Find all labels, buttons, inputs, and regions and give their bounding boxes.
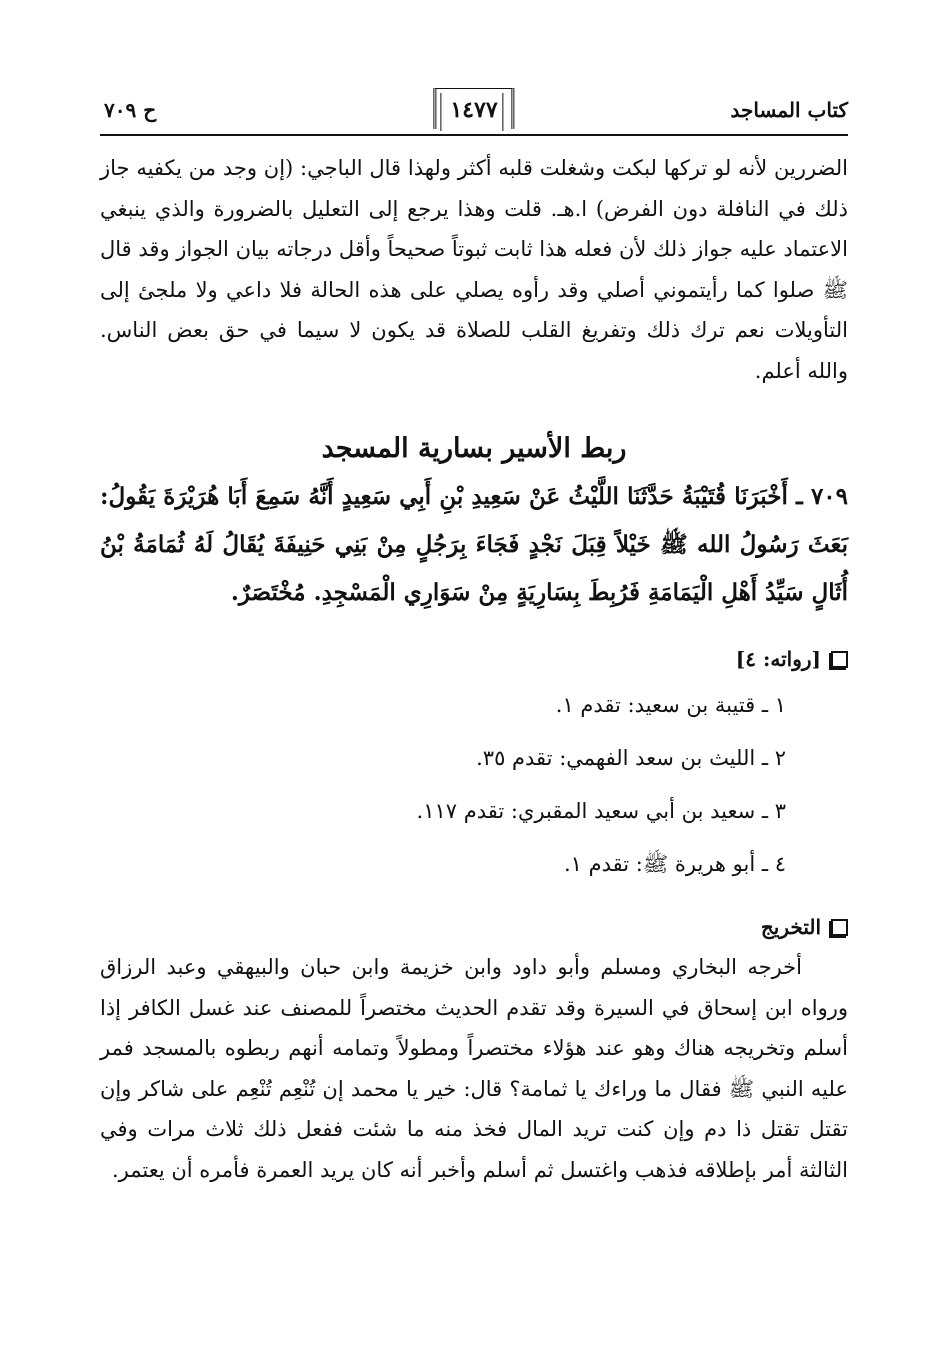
- hadith-reference: ح ٧٠٩: [104, 98, 157, 122]
- section-title: ربط الأسير بسارية المسجد: [321, 433, 627, 464]
- narrators-list: [100, 679, 848, 891]
- page-header: [100, 88, 848, 136]
- square-bullet-icon: [831, 651, 848, 668]
- takhrij-paragraph: أخرجه البخاري ومسلم وأبو داود وابن خزيمة وابن حبان والبيهقي وعبد الرزاق ورواه ابن إسحاق في السيرة وقد تقدم الحديث مختصراً للمصنف عند غسل الكافر إذا أسلم وتخريجه هناك وهو عند هؤلاء مختصراً ومطولاً وتمامه أنهم ربطوه بالمسجد فمر عليه النبي ﷺ فقال ما وراءك يا ثمامة؟ قال: خير يا محمد إن تُنْعِم تُنْعِم على شاكر وإن تقتل تقتل ذا دم وإن كنت تريد المال فخذ منه ما شئت ففعل ذلك ثلاث مرات وفي الثالثة أمر بإطلاقه فذهب واغتسل ثم أسلم وأخبر أنه كان يريد العمرة فأمره أن يعتمر.: [100, 955, 848, 1182]
- list-item: ١ ـ قتيبة بن سعيد: تقدم ١.: [555, 693, 786, 717]
- list-item: ٣ ـ سعيد بن أبي سعيد المقبري: تقدم ١١٧.: [416, 799, 786, 823]
- takhrij-heading-label: التخريج: [760, 915, 821, 939]
- intro-paragraph: الضررين لأنه لو تركها لبكت وشغلت قلبه أكثر ولهذا قال الباجي: (إن وجد من يكفيه جاز ذلك في النافلة دون الفرض) ا.هـ. قلت وهذا يرجع إلى التعليل بالضرورة والذي ينبغي الاعتماد عليه جواز ذلك لأن فعله هذا ثابت ثبوتاً صحيحاً وأقل درجاته بيان الجواز وقد قال ﷺ صلوا كما رأيتموني أصلي وقد رأوه يصلي على هذه الحالة فلا داعي ولا ملجئ إلى التأويلات نعم ترك ذلك وتفريغ القلب للصلاة قد يكون لا سيما في حق بعض الناس. والله أعلم.: [100, 156, 848, 383]
- list-item: ٢ ـ الليث بن سعد الفهمي: تقدم ٣٥.: [476, 746, 786, 770]
- list-item: ٤ ـ أبو هريرة ﷺ: تقدم ١.: [563, 852, 786, 876]
- page-number: ١٤٧٧: [433, 88, 514, 129]
- book-page: [100, 88, 848, 1328]
- square-bullet-icon: [831, 919, 848, 936]
- takhrij-heading: [100, 915, 848, 939]
- book-title: كتاب المساجد: [730, 98, 848, 122]
- hadith-text: ٧٠٩ ـ أَخْبَرَنَا قُتَيْبَةُ حَدَّثَنَا اللَّيْثُ عَنْ سَعِيدِ بْنِ أَبِي سَعِيدٍ أَنَّهُ سَمِعَ أَبَا هُرَيْرَةَ يَقُولُ: بَعَثَ رَسُولُ الله ﷺ خَيْلاً قِبَلَ نَجْدٍ فَجَاءَ بِرَجُلٍ مِنْ بَنِي حَنِيفَةَ يُقَالُ لَهُ ثُمَامَةُ بْنُ أُثَالٍ سَيِّدُ أَهْلِ الْيَمَامَةِ فَرُبِطَ بِسَارِيَةٍ مِنْ سَوَارِي الْمَسْجِدِ. مُخْتَصَرٌ.: [100, 483, 848, 606]
- narrators-heading-label: [رواته: ٤]: [735, 647, 821, 671]
- narrators-heading: [100, 647, 848, 671]
